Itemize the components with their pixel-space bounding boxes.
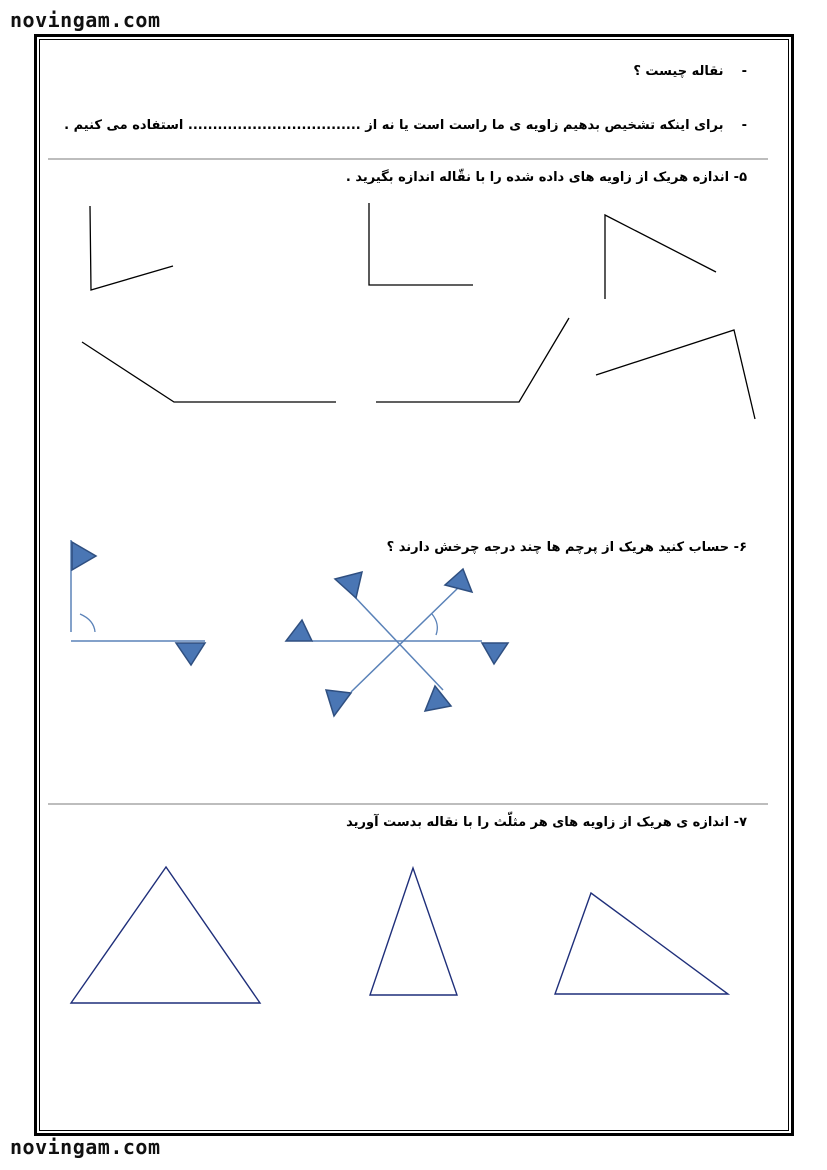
q7-triangles xyxy=(71,867,728,1003)
flag-upper-left xyxy=(335,572,362,598)
angle-2 xyxy=(369,203,473,285)
angle-5 xyxy=(376,318,569,402)
bullet-dash: - xyxy=(741,64,747,79)
question-5: ۵- اندازه هریک از زاویه های داده شده را با نقّاله اندازه بگیرید . xyxy=(345,170,747,185)
flag-right xyxy=(176,643,205,665)
star-lines xyxy=(312,586,482,692)
flag-right xyxy=(482,643,508,664)
question-6: ۶- حساب کنید هریک از پرچم ها چند درجه چرخش دارند ؟ xyxy=(386,540,747,555)
triangle-2 xyxy=(370,868,457,995)
question-text: برای اینکه تشخیص بدهیم زاویه ی ما راست است یا نه از ................................... استفاده می کنیم . xyxy=(64,118,724,133)
bullet-dash: - xyxy=(741,118,747,133)
flag-upper-right xyxy=(445,569,472,592)
flag-lower-right xyxy=(425,686,451,711)
question-7: ۷- اندازه ی هریک از زاویه های هر مثلّث را با نقاله بدست آورید xyxy=(346,815,747,830)
triangle-1 xyxy=(71,867,260,1003)
angle-arc xyxy=(432,614,437,635)
angle-arc xyxy=(80,614,95,632)
q5-angles xyxy=(82,203,755,419)
flag-figure-2 xyxy=(286,569,508,716)
flag-lower-left xyxy=(326,690,351,716)
flag-left xyxy=(286,620,312,641)
watermark-top: novingam.com xyxy=(10,8,161,32)
angle-1 xyxy=(90,206,173,290)
star-line-diagonal-b xyxy=(351,586,460,692)
watermark-bottom: novingam.com xyxy=(10,1135,161,1159)
triangle-3 xyxy=(555,893,728,994)
angle-3 xyxy=(605,215,716,299)
star-line-diagonal-a xyxy=(352,594,443,690)
angle-6 xyxy=(596,330,755,419)
flag-up xyxy=(72,542,96,570)
flag-figure-1 xyxy=(71,540,205,665)
question-text: نقاله چیست ؟ xyxy=(633,64,724,79)
angle-4 xyxy=(82,342,336,402)
